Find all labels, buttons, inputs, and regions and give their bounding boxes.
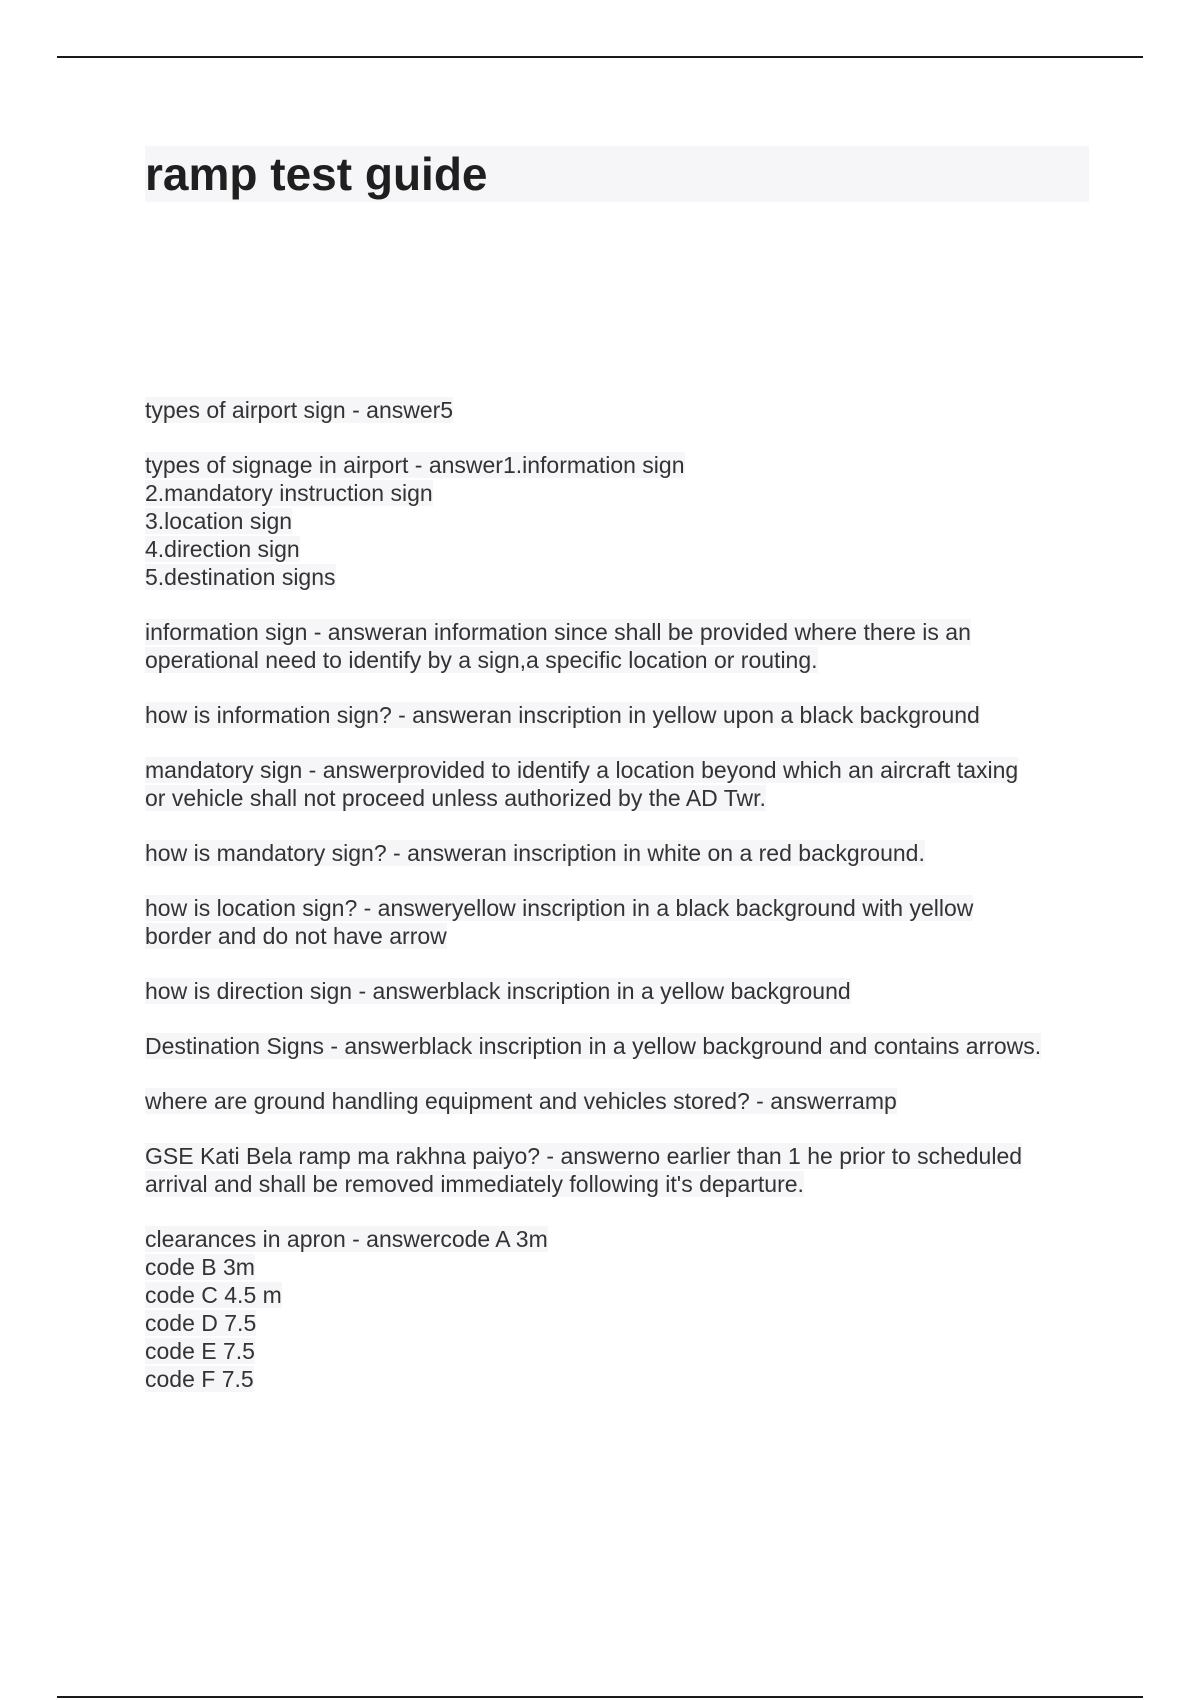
qa-line: 3.location sign — [145, 508, 293, 534]
qa-line: how is location sign? - answeryellow inscription in a black background with yellow — [145, 895, 974, 921]
qa-entry — [145, 1032, 1105, 1060]
qa-line: 4.direction sign — [145, 536, 300, 562]
qa-entry — [145, 894, 1105, 950]
qa-line: 2.mandatory instruction sign — [145, 480, 433, 506]
qa-line: Destination Signs - answerblack inscription in a yellow background and contains arrows. — [145, 1033, 1042, 1059]
qa-entry — [145, 1142, 1105, 1198]
qa-entry — [145, 396, 1105, 424]
qa-line: types of signage in airport - answer1.information sign — [145, 452, 685, 478]
qa-line: code C 4.5 m — [145, 1282, 282, 1308]
qa-entry — [145, 1087, 1105, 1115]
qa-entry — [145, 618, 1105, 674]
qa-line: how is direction sign - answerblack inscription in a yellow background — [145, 978, 851, 1004]
qa-line: operational need to identify by a sign,a specific location or routing. — [145, 647, 818, 673]
qa-line: where are ground handling equipment and vehicles stored? - answerramp — [145, 1088, 897, 1114]
qa-entry — [145, 839, 1105, 867]
qa-entry — [145, 977, 1105, 1005]
qa-line: how is information sign? - answeran inscription in yellow upon a black background — [145, 702, 980, 728]
qa-line: 5.destination signs — [145, 564, 336, 590]
qa-line: code E 7.5 — [145, 1338, 255, 1364]
bottom-divider — [57, 1696, 1143, 1698]
qa-list — [145, 396, 1105, 1420]
page-title: ramp test guide — [145, 148, 488, 200]
qa-line: information sign - answeran information since shall be provided where there is an — [145, 619, 971, 645]
qa-line: arrival and shall be removed immediately following it's departure. — [145, 1171, 804, 1197]
qa-line: how is mandatory sign? - answeran inscription in white on a red background. — [145, 840, 925, 866]
qa-entry — [145, 701, 1105, 729]
qa-line: code D 7.5 — [145, 1310, 257, 1336]
qa-line: border and do not have arrow — [145, 923, 447, 949]
qa-line: types of airport sign - answer5 — [145, 397, 454, 423]
qa-entry — [145, 451, 1105, 591]
qa-line: code F 7.5 — [145, 1366, 254, 1392]
qa-entry — [145, 1225, 1105, 1393]
qa-line: mandatory sign - answerprovided to identify a location beyond which an aircraft taxing — [145, 757, 1019, 783]
qa-entry — [145, 756, 1105, 812]
qa-line: GSE Kati Bela ramp ma rakhna paiyo? - answerno earlier than 1 he prior to scheduled — [145, 1143, 1023, 1169]
qa-line: or vehicle shall not proceed unless authorized by the AD Twr. — [145, 785, 766, 811]
qa-line: clearances in apron - answercode A 3m — [145, 1226, 548, 1252]
top-divider — [57, 56, 1143, 58]
qa-line: code B 3m — [145, 1254, 255, 1280]
